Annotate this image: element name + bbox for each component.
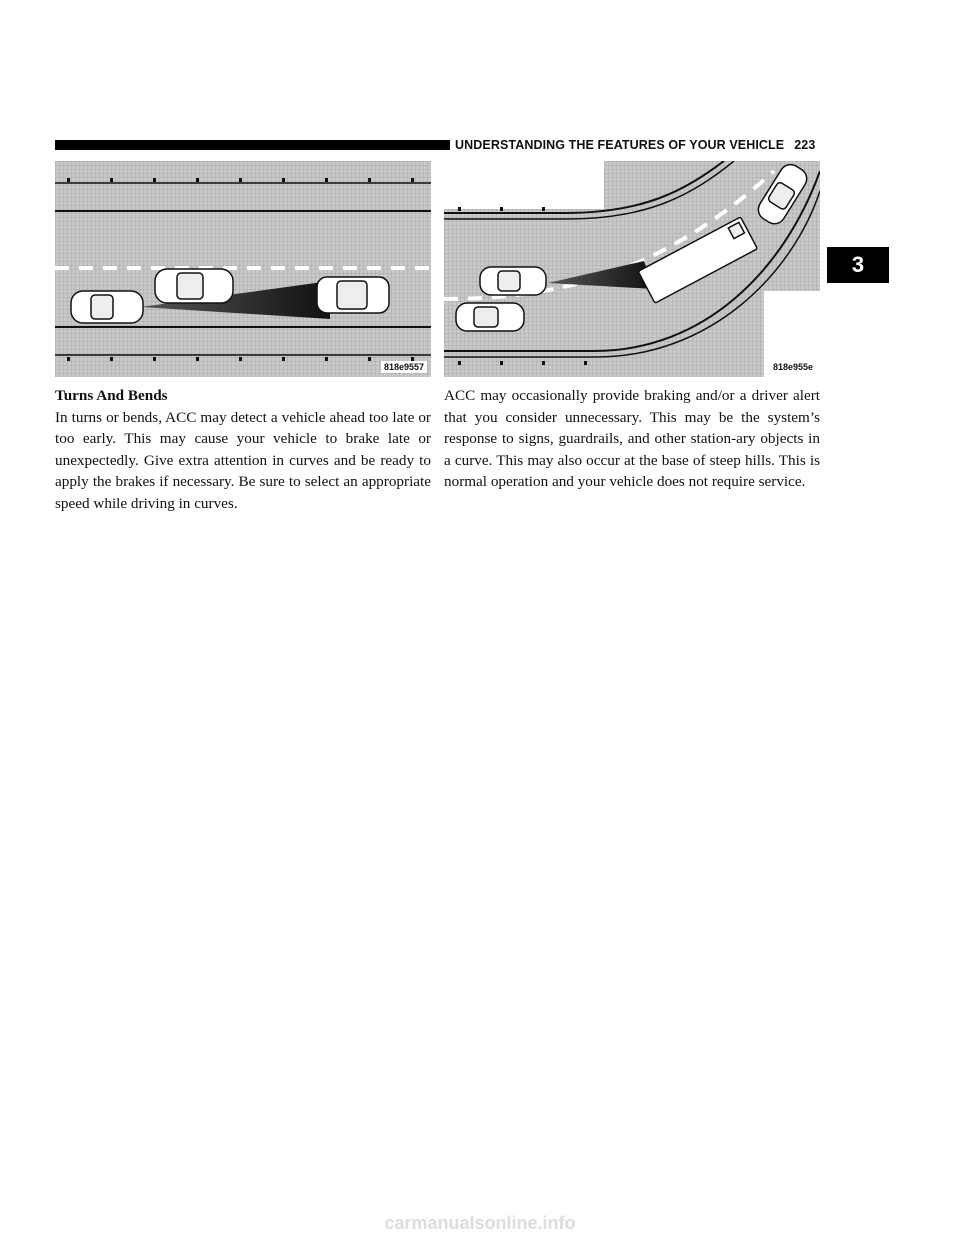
curved-road-drawing (444, 161, 820, 377)
section-title: UNDERSTANDING THE FEATURES OF YOUR VEHICLE (455, 138, 785, 152)
curved-road-illustration (444, 161, 820, 377)
section-heading: Turns And Bends (55, 387, 168, 404)
chapter-tab: 3 (827, 247, 889, 283)
straight-road-drawing (55, 161, 431, 377)
left-column (55, 385, 431, 515)
body-paragraph: In turns or bends, ACC may detect a vehicle ahead too late or too early. This may cause your vehicle to brake late or unexpectedly. Give extra attention in curves and be ready to apply the brakes if necessary. Be sure to select an appropriate speed while driving in curves. (55, 408, 431, 512)
figure-code: 818e955e (770, 361, 816, 373)
body-paragraph: ACC may occasionally provide braking and/or a driver alert that you consider unnecessary. This may be the system’s response to signs, guardrails, and other station-ary objects in a curve. This may also occur at the base of steep hills. This is normal operation and your vehicle does not require service. (444, 387, 820, 491)
page-number: 223 (794, 138, 816, 152)
footer-watermark: carmanualsonline.info (384, 1213, 576, 1233)
running-header (455, 136, 815, 154)
right-column (444, 385, 820, 493)
figure-code: 818e9557 (381, 361, 427, 373)
header-rule (55, 140, 450, 150)
straight-road-illustration (55, 161, 431, 377)
